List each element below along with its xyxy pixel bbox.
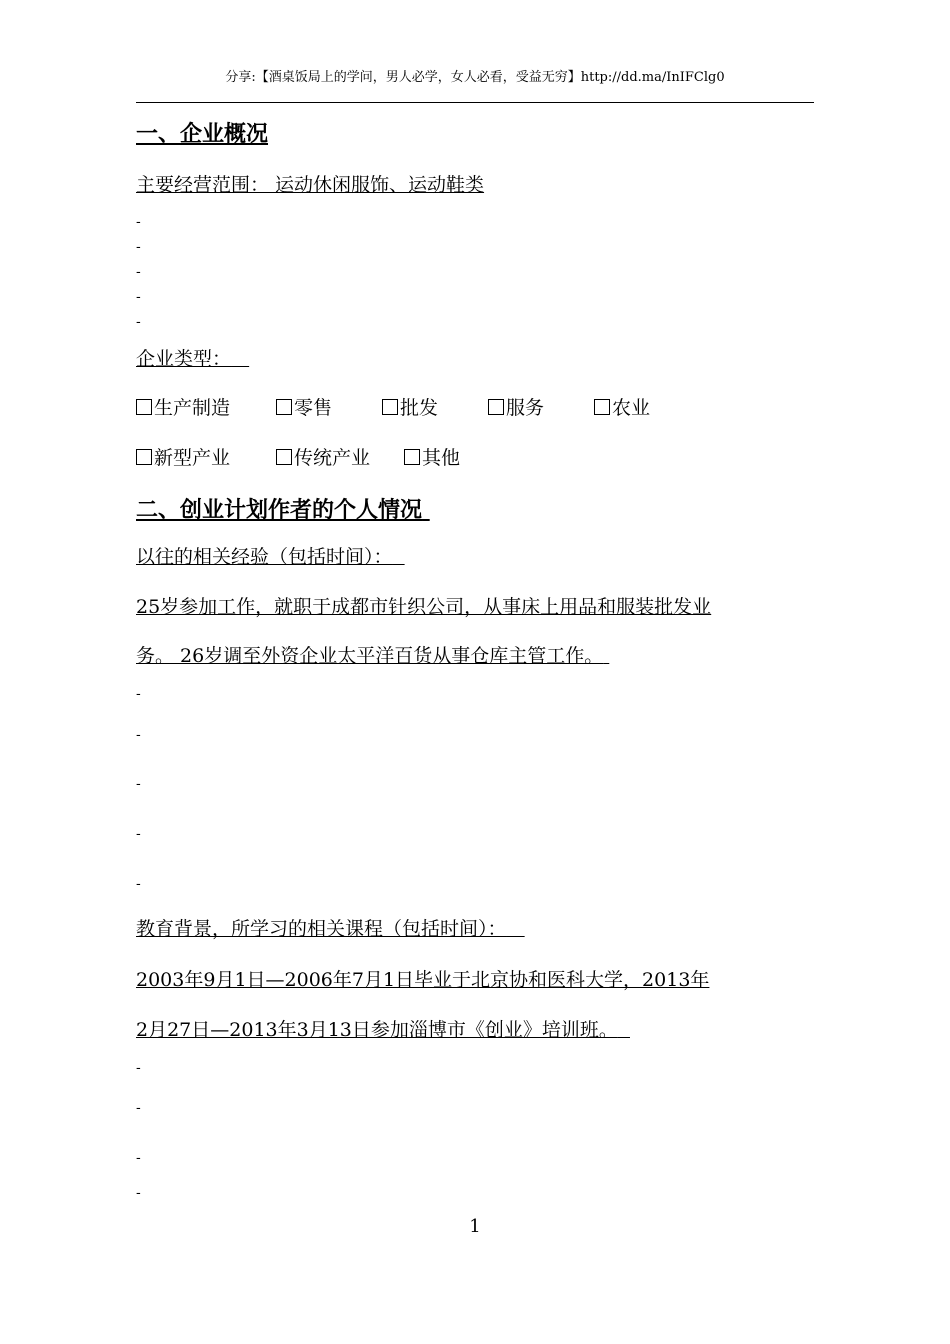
enterprise-type-options-row2 (136, 443, 460, 470)
dash-line: - (136, 1100, 141, 1116)
dash-line: - (136, 289, 141, 305)
experience-text-line2: 务。 26岁调至外资企业太平洋百货从事仓库主管工作。 (136, 645, 604, 667)
enterprise-type-label: 企业类型： (136, 348, 232, 370)
checkbox-icon (276, 449, 292, 465)
dash-line: - (136, 727, 141, 743)
option-traditional-industry[interactable]: 传统产业 (276, 443, 404, 470)
option-service[interactable]: 服务 (488, 393, 594, 420)
enterprise-type-options-row1 (136, 393, 650, 420)
dash-line: - (136, 214, 141, 230)
option-retail[interactable]: 零售 (276, 393, 382, 420)
experience-text-line1: 25岁参加工作，就职于成都市针织公司，从事床上用品和服装批发业 (136, 596, 712, 618)
checkbox-icon (382, 399, 398, 415)
option-wholesale[interactable]: 批发 (382, 393, 488, 420)
option-new-industry[interactable]: 新型产业 (136, 443, 276, 470)
checkbox-icon (276, 399, 292, 415)
education-text-line2: 2月27日—2013年3月13日参加淄博市《创业》培训班。 (136, 1019, 618, 1041)
checkbox-icon (594, 399, 610, 415)
page-header: 分享:【酒桌饭局上的学问，男人必学，女人必看，受益无穷】http://dd.ma/InIFClg0 (225, 70, 725, 85)
option-agriculture[interactable]: 农业 (594, 393, 650, 420)
education-text-line1: 2003年9月1日—2006年7月1日毕业于北京协和医科大学，2013年 (136, 969, 710, 991)
dash-line: - (136, 826, 141, 842)
checkbox-icon (136, 449, 152, 465)
section2-title: 二、创业计划作者的个人情况 (136, 497, 423, 523)
dash-line: - (136, 686, 141, 702)
dash-line: - (136, 776, 141, 792)
page-number: 1 (469, 1216, 481, 1237)
dash-line: - (136, 1150, 141, 1166)
dash-line: - (136, 1060, 141, 1076)
dash-line: - (136, 1185, 141, 1201)
option-manufacturing[interactable]: 生产制造 (136, 393, 276, 420)
checkbox-icon (136, 399, 152, 415)
dash-line: - (136, 239, 141, 255)
dash-line: - (136, 264, 141, 280)
experience-label: 以往的相关经验（包括时间）： (136, 546, 393, 568)
section1-title: 一、企业概况 (136, 121, 269, 147)
dash-line: - (136, 876, 141, 892)
dash-line: - (136, 314, 141, 330)
education-label: 教育背景，所学习的相关课程（包括时间）： (136, 918, 507, 940)
checkbox-icon (488, 399, 504, 415)
option-other[interactable]: 其他 (404, 443, 460, 470)
header-rule (136, 102, 814, 103)
business-scope: 主要经营范围： 运动休闲服饰、运动鞋类 (136, 174, 485, 196)
checkbox-icon (404, 449, 420, 465)
